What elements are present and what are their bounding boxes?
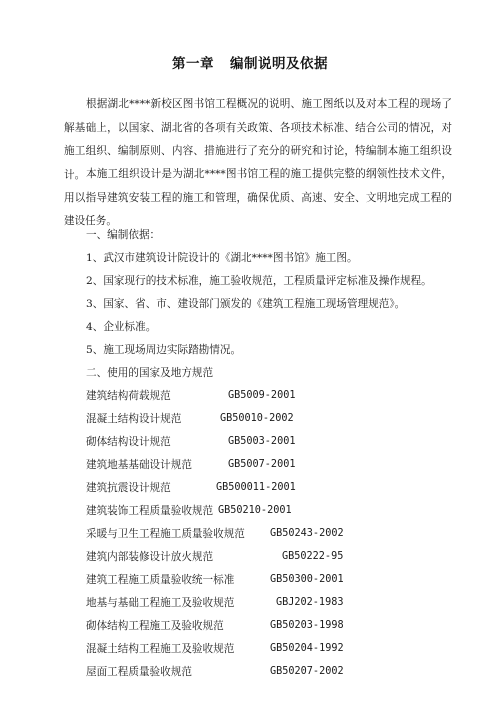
spec-code: GB50222-95 [282, 551, 344, 562]
spec-code: GB50204-1992 [270, 643, 344, 654]
spec-code: GB5007-2001 [228, 459, 296, 470]
chapter-number: 第一章 [172, 56, 214, 72]
basis-item: 4、企业标准。 [86, 321, 157, 333]
spec-code: GB50210-2001 [218, 505, 292, 516]
spec-name: 混凝土结构工程施工及验收规范 [86, 643, 235, 655]
spec-name: 砌体结构工程施工及验收规范 [86, 620, 224, 632]
basis-heading: 一、编制依据： [86, 229, 161, 241]
spec-code: GBJ202-1983 [276, 597, 344, 608]
spec-name: 建筑装饰工程质量验收规范 [86, 505, 214, 517]
spec-code: GB500011-2001 [216, 482, 296, 493]
spec-name: 建筑结构荷载规范 [86, 390, 171, 402]
specs-heading: 二、使用的国家及地方规范 [86, 367, 214, 379]
intro-paragraph-1: 根据湖北****新校区图书馆工程概况的说明、施工图纸以及对本工程的现场了解基础上，以国家、湖北省的各项有关政策、各项技术标准、结合公司的情况，对施工组织、编制原则、内容、措施进行了充分的研究和讨论，特编制本施工组织设计。 [64, 98, 452, 181]
spec-name: 建筑工程施工质量验收统一标准 [86, 574, 235, 586]
basis-item: 2、国家现行的技术标准，施工验收规范，工程质量评定标准及操作规程。 [86, 275, 432, 287]
chapter-name: 编制说明及依据 [230, 56, 328, 72]
spec-code: GB5003-2001 [228, 436, 296, 447]
spec-code: GB50203-1998 [270, 620, 344, 631]
basis-item: 1、武汉市建筑设计院设计的《湖北****图书馆》施工图。 [86, 252, 358, 264]
spec-code: GB5009-2001 [228, 390, 296, 401]
spec-code: GB50300-2001 [270, 574, 344, 585]
spec-name: 建筑地基基础设计规范 [86, 459, 192, 471]
spec-name: 屋面工程质量验收规范 [86, 666, 192, 678]
basis-item: 5、施工现场周边实际踏勘情况。 [86, 344, 242, 356]
chapter-title [0, 52, 500, 72]
spec-name: 地基与基础工程施工及验收规范 [86, 597, 235, 609]
spec-name: 建筑抗震设计规范 [86, 482, 171, 494]
spec-name: 砌体结构设计规范 [86, 436, 171, 448]
basis-item: 3、国家、省、市、建设部门颁发的《建筑工程施工现场管理规范》。 [86, 298, 406, 310]
spec-code: GB50010-2002 [220, 413, 294, 424]
spec-code: GB50243-2002 [270, 528, 344, 539]
intro-paragraph-2: 本施工组织设计是为湖北****图书馆工程的施工提供完整的纲领性技术文件，用以指导建筑安装工程的施工和管理，确保优质、高速、安全、文明地完成工程的建设任务。 [64, 168, 452, 227]
spec-name: 采暖与卫生工程施工质量验收规范 [86, 528, 245, 540]
spec-code: GB50207-2002 [270, 666, 344, 677]
spec-name: 混凝土结构设计规范 [86, 413, 182, 425]
spec-name: 建筑内部装修设计放火规范 [86, 551, 214, 563]
